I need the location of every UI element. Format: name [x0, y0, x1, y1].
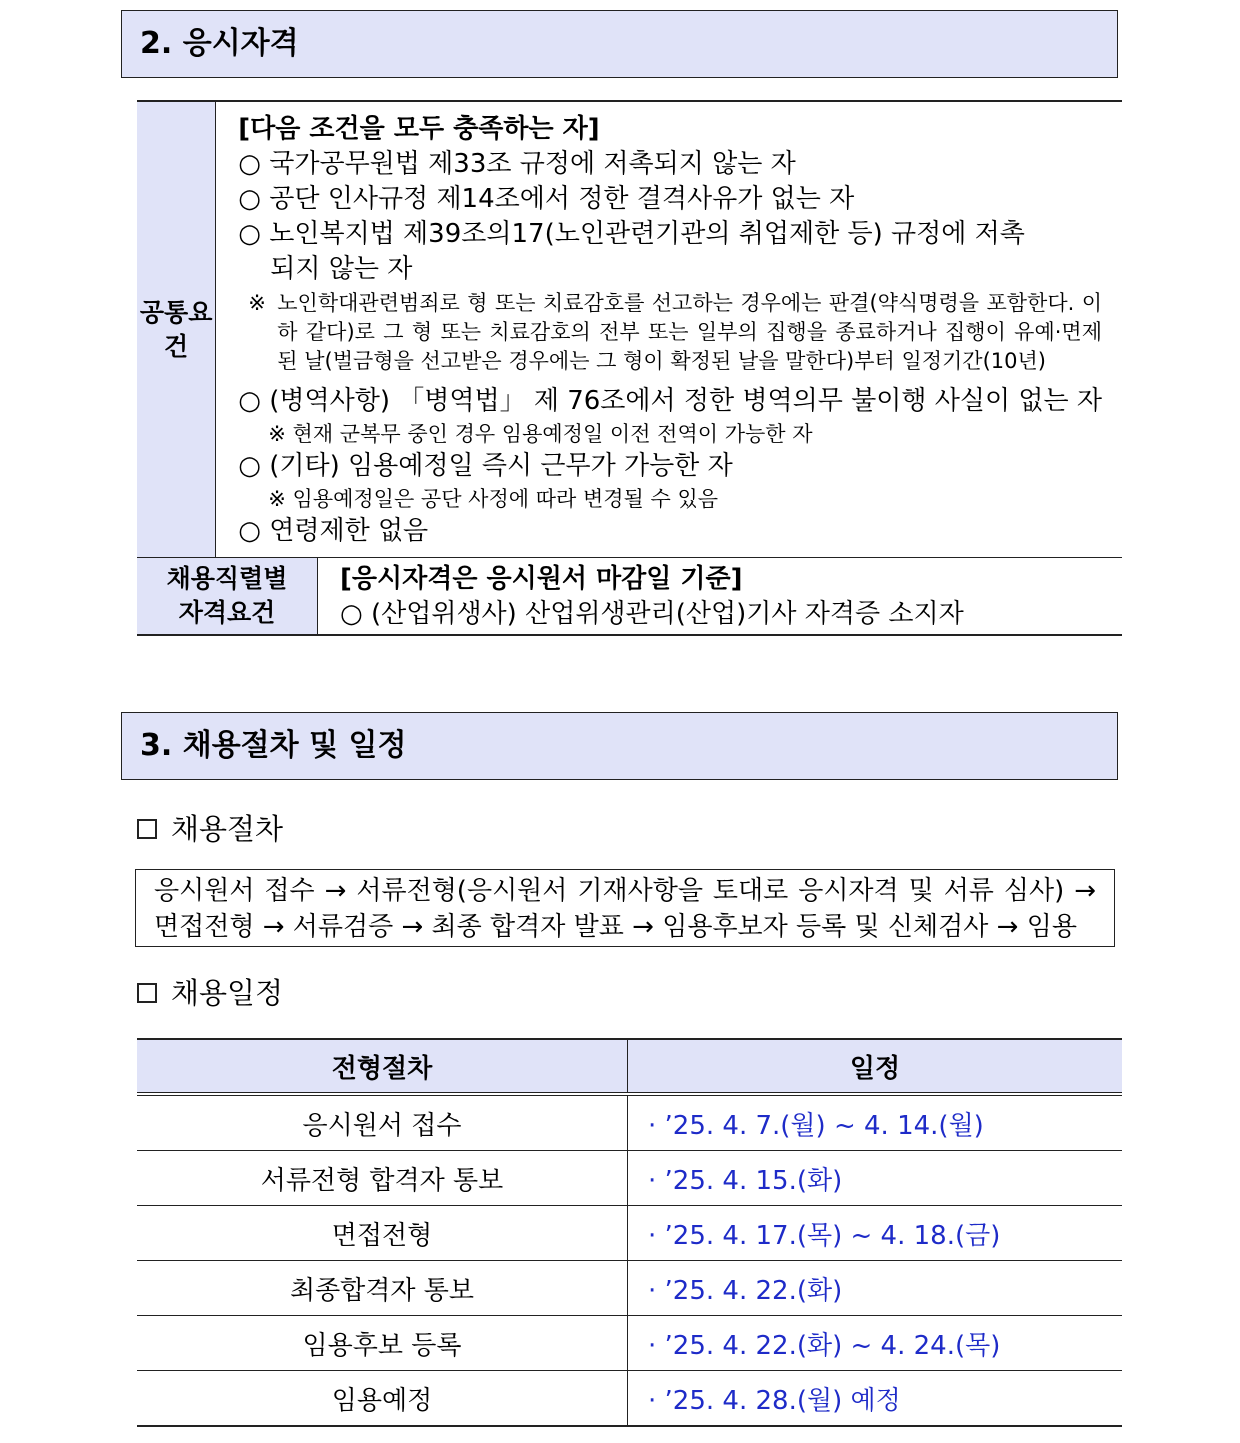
common-note-1-text: 노인학대관련범죄로 형 또는 치료감호를 선고하는 경우에는 판결(약식명령을 포함한다. 이하 같다)로 그 형 또는 치료감호의 전부 또는 일부의 집행을 종료하거나 집행이 유예·면제된 날(벌금형을 선고받은 경우에는 그 형이 확정된 날을 말한다)부터 일정기간(10년) — [277, 291, 1102, 373]
schedule-step: 응시원서 접수 — [137, 1096, 628, 1150]
table-row — [137, 1371, 1122, 1427]
schedule-col-date: 일정 — [849, 1053, 901, 1084]
schedule-step: 임용예정 — [137, 1371, 628, 1425]
schedule-header-row — [137, 1038, 1122, 1092]
schedule-date: · ’25. 4. 28.(월) 예정 — [648, 1385, 901, 1416]
qualification-table — [137, 100, 1122, 636]
job-requirements-row — [137, 557, 1122, 634]
section-2-header — [121, 10, 1118, 78]
schedule-date: · ’25. 4. 15.(화) — [648, 1165, 843, 1196]
common-item-1: ○ 국가공무원법 제33조 규정에 저촉되지 않는 자 — [238, 149, 796, 179]
schedule-step: 서류전형 합격자 통보 — [137, 1151, 628, 1205]
common-note-2: ※ 현재 군복무 중인 경우 임용예정일 이전 전역이 가능한 자 — [268, 422, 813, 446]
schedule-step: 면접전형 — [137, 1206, 628, 1260]
common-item-2: ○ 공단 인사규정 제14조에서 정한 결격사유가 없는 자 — [238, 184, 855, 214]
schedule-body — [137, 1096, 1122, 1427]
table-row — [137, 1206, 1122, 1261]
section-3-header — [121, 712, 1118, 780]
checkbox-square-icon — [137, 819, 157, 839]
schedule-date: · ’25. 4. 22.(화) ~ 4. 24.(목) — [648, 1330, 1001, 1361]
common-item-3-line-1: ○ 노인복지법 제39조의17(노인관련기관의 취업제한 등) 규정에 저촉 — [238, 219, 1025, 249]
note-mark: ※ — [248, 291, 266, 315]
job-requirements-label: 채용직렬별 자격요건 — [137, 558, 318, 634]
procedure-box — [135, 869, 1115, 947]
common-item-4: ○ (병역사항) 「병역법」 제 76조에서 정한 병역의무 불이행 사실이 없는 자 — [238, 386, 1102, 416]
section-2-title: 2. 응시자격 — [140, 26, 299, 61]
schedule-col-step: 전형절차 — [137, 1040, 628, 1092]
job-requirements-content — [318, 558, 1122, 634]
common-requirements-row — [137, 102, 1122, 557]
common-item-6: ○ 연령제한 없음 — [238, 516, 429, 546]
table-row — [137, 1261, 1122, 1316]
common-item-5: ○ (기타) 임용예정일 즉시 근무가 가능한 자 — [238, 451, 733, 481]
common-requirements-label: 공통요건 — [137, 102, 216, 557]
checkbox-square-icon — [137, 983, 157, 1003]
common-item-3-line-2: 되지 않는 자 — [270, 254, 413, 284]
common-requirements-content — [216, 102, 1122, 557]
common-heading: [다음 조건을 모두 충족하는 자] — [238, 114, 600, 144]
schedule-date: · ’25. 4. 22.(화) — [648, 1275, 843, 1306]
table-row — [137, 1151, 1122, 1206]
job-item-1: ○ (산업위생사) 산업위생관리(산업)기사 자격증 소지자 — [340, 599, 964, 629]
schedule-step: 임용후보 등록 — [137, 1316, 628, 1370]
schedule-table — [137, 1038, 1122, 1427]
procedure-text: 응시원서 접수 → 서류전형(응시원서 기재사항을 토대로 응시자격 및 서류 심사) → 면접전형 → 서류검증 → 최종 합격자 발표 → 임용후보자 등록 및 신체검사 → 임용 — [154, 876, 1096, 942]
schedule-date: · ’25. 4. 7.(월) ~ 4. 14.(월) — [648, 1110, 984, 1141]
schedule-step: 최종합격자 통보 — [137, 1261, 628, 1315]
procedure-subtitle: 채용절차 — [137, 811, 283, 847]
table-row — [137, 1096, 1122, 1151]
schedule-subtitle: 채용일정 — [137, 975, 283, 1011]
section-3-title: 3. 채용절차 및 일정 — [140, 728, 407, 763]
schedule-date: · ’25. 4. 17.(목) ~ 4. 18.(금) — [648, 1220, 1001, 1251]
common-note-3: ※ 임용예정일은 공단 사정에 따라 변경될 수 있음 — [268, 487, 719, 511]
job-heading: [응시자격은 응시원서 마감일 기준] — [340, 564, 743, 594]
table-row — [137, 1316, 1122, 1371]
common-note-1 — [248, 289, 1102, 376]
